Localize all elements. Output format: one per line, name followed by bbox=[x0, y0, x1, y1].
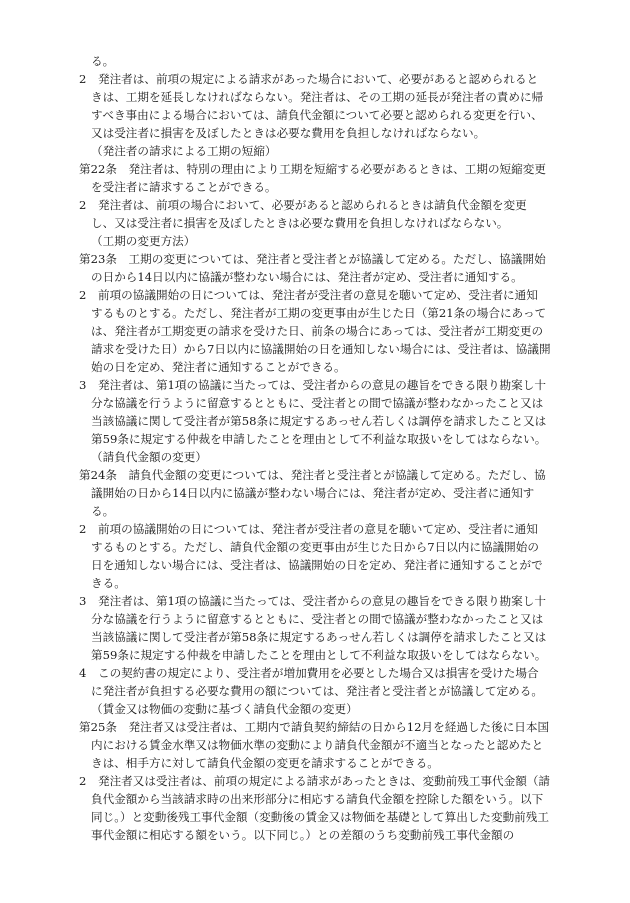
text-line: を受注者に請求することができる。 bbox=[91, 180, 277, 194]
text-line: 又は受注者に損害を及ぼしたときは必要な費用を負担しなければならない。 bbox=[91, 126, 486, 140]
caption-line: （工期の変更方法） bbox=[91, 234, 196, 248]
text-line: 請求を受けた日）から7日以内に協議開始の日を通知しない場合には、受注者は、協議開 bbox=[91, 342, 551, 356]
text-line: 2 発注者は、前項の規定による請求があった場合において、必要があると認められると bbox=[79, 72, 539, 86]
text-line: 2 前項の協議開始の日については、発注者が受注者の意見を聴いて定め、受注者に通知 bbox=[79, 288, 538, 302]
text-line: 3 発注者は、第1項の協議に当たっては、受注者からの意見の趣旨をできる限り勘案し十 bbox=[79, 378, 546, 392]
clause-paragraph bbox=[79, 466, 561, 520]
contract-text-body bbox=[79, 52, 561, 844]
text-line: 第59条に規定する仲裁を申請したことを理由として不利益な取扱いをしてはならない。 bbox=[91, 648, 547, 662]
clause-paragraph bbox=[79, 718, 561, 772]
text-line: 2 発注者は、前項の場合において、必要があると認められるときは請負代金額を変更 bbox=[79, 198, 527, 212]
text-line: 分な協議を行うように留意するとともに、受注者との間で協議が整わなかったこと又は bbox=[91, 612, 544, 626]
text-line: するものとする。ただし、請負代金額の変更事由が生じた日から7日以内に協議開始の bbox=[91, 540, 539, 554]
caption-line: （請負代金額の変更） bbox=[91, 450, 207, 464]
clause-paragraph bbox=[79, 52, 561, 70]
text-line: る。 bbox=[91, 54, 115, 68]
text-line: 内における賃金水準又は物価水準の変動により請負代金額が不適当となったと認めたと bbox=[91, 738, 544, 752]
clause-paragraph bbox=[79, 160, 561, 196]
text-line: きる。 bbox=[91, 576, 126, 590]
text-line: きは、工期を延長しなければならない。発注者は、その工期の延長が発注者の責めに帰 bbox=[91, 90, 544, 104]
text-line: 4 この契約書の規定により、受注者が増加費用を必要とした場合又は損害を受けた場合 bbox=[79, 666, 539, 680]
text-line: 始の日を定め、発注者に通知することができる。 bbox=[91, 360, 346, 374]
text-line: すべき事由による場合においては、請負代金額について必要と認められる変更を行い、 bbox=[91, 108, 543, 122]
text-line: 第59条に規定する仲裁を申請したことを理由として不利益な取扱いをしてはならない。 bbox=[91, 432, 547, 446]
text-line: するものとする。ただし、発注者が工期の変更事由が生じた日（第21条の場合にあって bbox=[91, 306, 547, 320]
text-line: の日から14日以内に協議が整わない場合には、発注者が定め、受注者に通知する。 bbox=[91, 270, 523, 284]
text-line: に発注者が負担する必要な費用の額については、発注者と受注者とが協議して定める。 bbox=[91, 684, 543, 698]
article-caption bbox=[79, 232, 561, 250]
text-line: 3 発注者は、第1項の協議に当たっては、受注者からの意見の趣旨をできる限り勘案し十 bbox=[79, 594, 546, 608]
text-line: 第22条 発注者は、特別の理由により工期を短縮する必要があるときは、工期の短縮変更 bbox=[79, 162, 546, 176]
article-caption bbox=[79, 142, 561, 160]
clause-paragraph bbox=[79, 772, 561, 844]
text-line: 日を通知しない場合には、受注者は、協議開始の日を定め、発注者に通知することがで bbox=[91, 558, 543, 572]
text-line: 同じ。）と変動後残工事代金額（変動後の賃金又は物価を基礎として算出した変動前残工 bbox=[91, 810, 549, 824]
clause-paragraph bbox=[79, 520, 561, 592]
text-line: 負代金額から当該請求時の出来形部分に相応する請負代金額を控除した額をいう。以下 bbox=[91, 792, 544, 806]
caption-line: （発注者の請求による工期の短縮） bbox=[91, 144, 277, 158]
article-caption bbox=[79, 448, 561, 466]
text-line: 第25条 発注者又は受注者は、工期内で請負契約締結の日から12月を経過した後に日本国 bbox=[79, 720, 550, 734]
caption-line: （賃金又は物価の変動に基づく請負代金額の変更） bbox=[91, 702, 358, 716]
clause-paragraph bbox=[79, 196, 561, 232]
clause-paragraph bbox=[79, 286, 561, 376]
text-line: 2 前項の協議開始の日については、発注者が受注者の意見を聴いて定め、受注者に通知 bbox=[79, 522, 538, 536]
article-caption bbox=[79, 700, 561, 718]
clause-paragraph bbox=[79, 70, 561, 142]
text-line: 第23条 工期の変更については、発注者と受注者とが協議して定める。ただし、協議開始 bbox=[79, 252, 546, 266]
text-line: 議開始の日から14日以内に協議が整わない場合には、発注者が定め、受注者に通知す bbox=[91, 486, 535, 500]
clause-paragraph bbox=[79, 250, 561, 286]
text-line: きは、相手方に対して請負代金額の変更を請求することができる。 bbox=[91, 756, 439, 770]
clause-paragraph bbox=[79, 376, 561, 448]
text-line: る。 bbox=[91, 504, 115, 518]
text-line: 分な協議を行うように留意するとともに、受注者との間で協議が整わなかったこと又は bbox=[91, 396, 544, 410]
text-line: 当該協議に関して受注者が第58条に規定するあっせん若しくは調停を請求したこと又は bbox=[91, 630, 547, 644]
text-line: は、発注者が工期変更の請求を受けた日、前条の場合にあっては、受注者が工期変更の bbox=[91, 324, 544, 338]
clause-paragraph bbox=[79, 664, 561, 700]
clause-paragraph bbox=[79, 592, 561, 664]
text-line: 第24条 請負代金額の変更については、発注者と受注者とが協議して定める。ただし、協 bbox=[79, 468, 546, 482]
text-line: 2 発注者又は受注者は、前項の規定による請求があったときは、変動前残工事代金額（請 bbox=[79, 774, 551, 788]
text-line: 事代金額に相応する額をいう。以下同じ。）との差額のうち変動前残工事代金額の bbox=[91, 828, 515, 842]
text-line: 当該協議に関して受注者が第58条に規定するあっせん若しくは調停を請求したこと又は bbox=[91, 414, 547, 428]
text-line: し、又は受注者に損害を及ぼしたときは必要な費用を負担しなければならない。 bbox=[91, 216, 509, 230]
